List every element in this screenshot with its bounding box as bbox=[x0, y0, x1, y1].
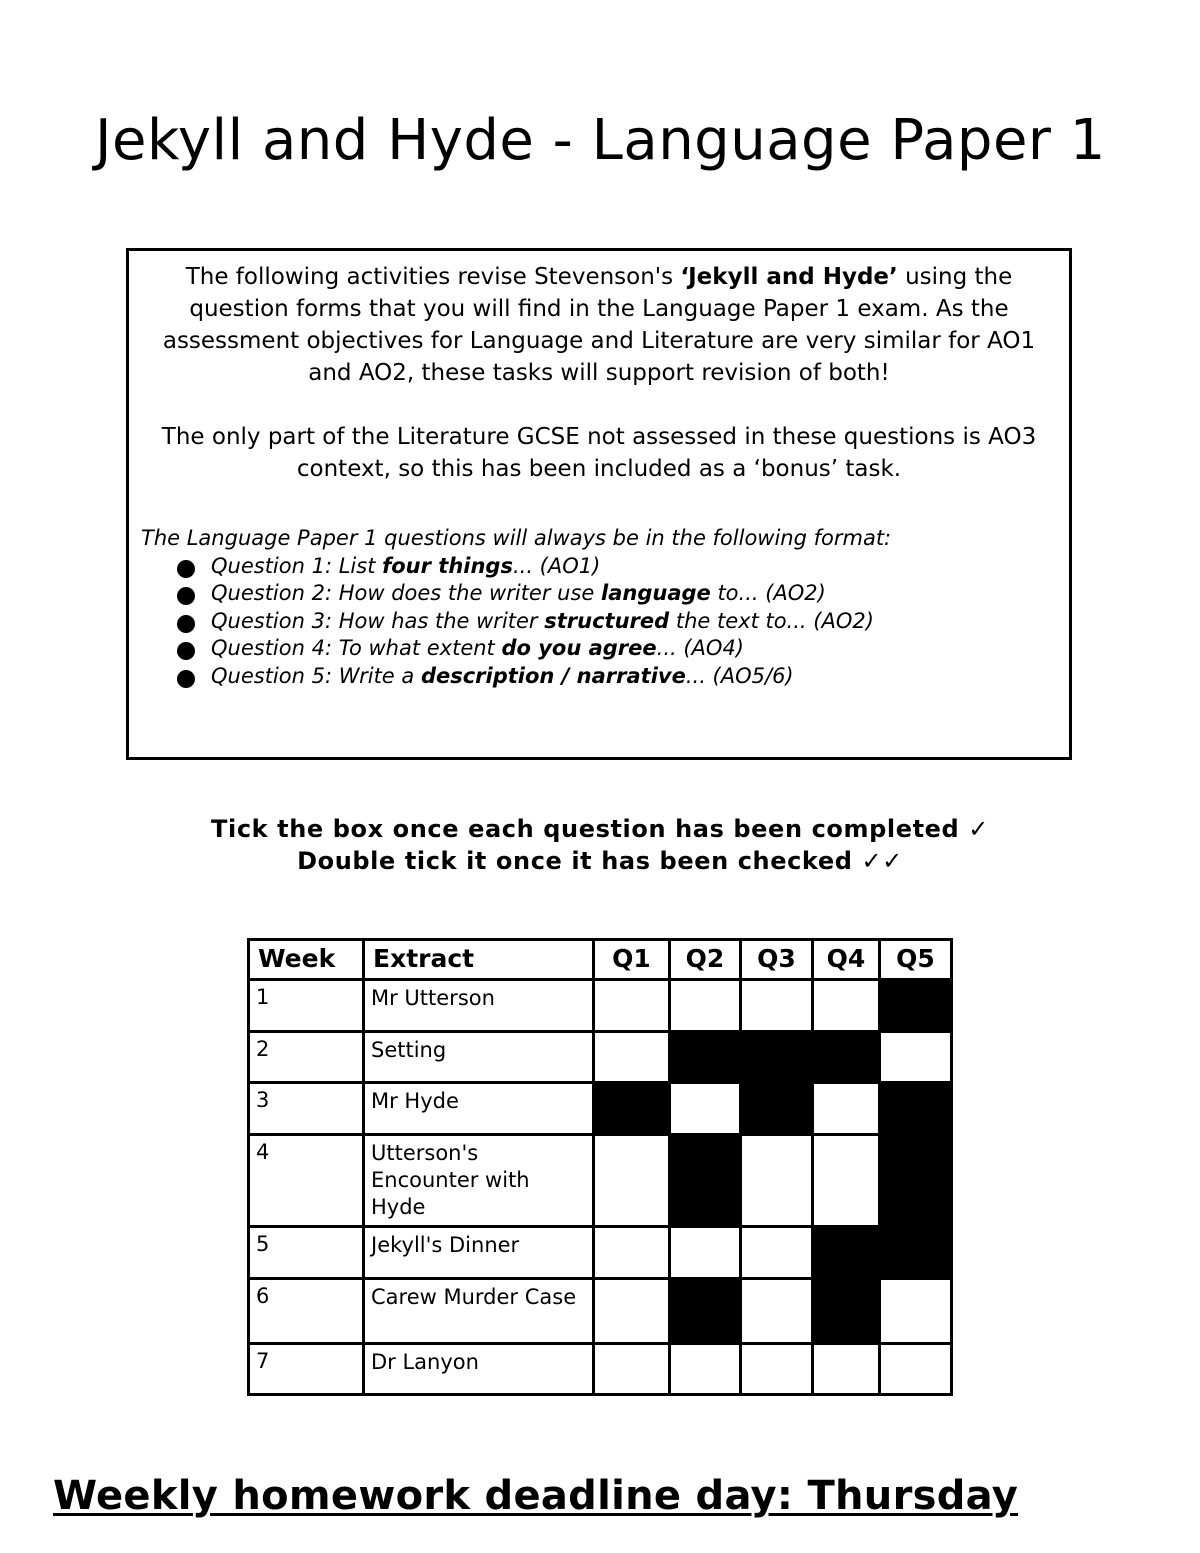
question-item bbox=[175, 580, 1057, 608]
intro-p1-end: using the question forms that you will find in the Language Paper 1 exam. As the assessment objectives for Language and Literature are very similar for AO1 and AO2, these tasks will support revision of both! bbox=[162, 264, 1036, 386]
question-keyword: four things bbox=[382, 553, 513, 578]
blocked-cell-q4 bbox=[813, 1279, 880, 1344]
intro-paragraph-1 bbox=[141, 261, 1057, 389]
question-format-section bbox=[141, 525, 1057, 690]
blocked-cell-q4 bbox=[813, 1032, 880, 1083]
week-number: 5 bbox=[249, 1227, 364, 1279]
tick-box-q3[interactable] bbox=[741, 1344, 813, 1395]
table-header-row bbox=[249, 940, 952, 980]
blocked-cell-q2 bbox=[670, 1032, 741, 1083]
table-row bbox=[249, 1344, 952, 1395]
week-number: 4 bbox=[249, 1135, 364, 1227]
tick-instructions bbox=[0, 813, 1200, 877]
extract-name: Carew Murder Case bbox=[364, 1279, 594, 1344]
table-row bbox=[249, 1032, 952, 1083]
header-q2: Q2 bbox=[670, 940, 741, 980]
tick-box-q4[interactable] bbox=[813, 1135, 880, 1227]
tick-box-q1[interactable] bbox=[594, 1279, 670, 1344]
blocked-cell-q3 bbox=[741, 1083, 813, 1135]
table-body bbox=[249, 980, 952, 1395]
question-suffix: ... (AO5/6) bbox=[685, 663, 794, 688]
question-item bbox=[175, 608, 1057, 636]
question-keyword: description / narrative bbox=[420, 663, 686, 688]
question-text: Question 3: How has the writer bbox=[211, 608, 545, 633]
tick-box-q5[interactable] bbox=[880, 1032, 952, 1083]
blocked-cell-q5 bbox=[880, 1083, 952, 1135]
homework-tracker-table bbox=[247, 938, 953, 1396]
blocked-cell-q2 bbox=[670, 1135, 741, 1227]
table-row bbox=[249, 1227, 952, 1279]
blocked-cell-q5 bbox=[880, 1135, 952, 1227]
tick-box-q2[interactable] bbox=[670, 1083, 741, 1135]
extract-name: Jekyll's Dinner bbox=[364, 1227, 594, 1279]
tick-box-q2[interactable] bbox=[670, 980, 741, 1032]
instruction-line-1: Tick the box once each question has been completed ✓ bbox=[211, 815, 989, 843]
question-keyword: structured bbox=[544, 608, 670, 633]
week-number: 7 bbox=[249, 1344, 364, 1395]
extract-name: Mr Hyde bbox=[364, 1083, 594, 1135]
extract-name: Setting bbox=[364, 1032, 594, 1083]
tick-box-q1[interactable] bbox=[594, 980, 670, 1032]
week-number: 3 bbox=[249, 1083, 364, 1135]
bullet-icon bbox=[177, 560, 195, 578]
page-title: Jekyll and Hyde - Language Paper 1 bbox=[95, 108, 1106, 173]
format-heading: The Language Paper 1 questions will always be in the following format: bbox=[141, 526, 892, 550]
tick-box-q2[interactable] bbox=[670, 1344, 741, 1395]
bullet-icon bbox=[177, 642, 195, 660]
week-number: 2 bbox=[249, 1032, 364, 1083]
header-q1: Q1 bbox=[594, 940, 670, 980]
tick-box-q4[interactable] bbox=[813, 1344, 880, 1395]
header-q5: Q5 bbox=[880, 940, 952, 980]
tick-box-q5[interactable] bbox=[880, 1279, 952, 1344]
tick-box-q2[interactable] bbox=[670, 1227, 741, 1279]
header-extract: Extract bbox=[364, 940, 594, 980]
question-suffix: the text to... (AO2) bbox=[669, 608, 874, 633]
deadline-banner: Weekly homework deadline day: Thursday bbox=[53, 1473, 1019, 1519]
question-suffix: ... (AO4) bbox=[656, 636, 744, 660]
tick-box-q4[interactable] bbox=[813, 980, 880, 1032]
blocked-cell-q5 bbox=[880, 980, 952, 1032]
tick-box-q1[interactable] bbox=[594, 1135, 670, 1227]
blocked-cell-q2 bbox=[670, 1279, 741, 1344]
intro-box bbox=[126, 248, 1072, 760]
question-keyword: do you agree bbox=[501, 636, 657, 660]
tick-box-q1[interactable] bbox=[594, 1227, 670, 1279]
bullet-icon bbox=[177, 615, 195, 633]
header-q3: Q3 bbox=[741, 940, 813, 980]
extract-name: Dr Lanyon bbox=[364, 1344, 594, 1395]
question-text: Question 5: Write a bbox=[211, 663, 421, 688]
week-number: 6 bbox=[249, 1279, 364, 1344]
instruction-line-2: Double tick it once it has been checked ✓✓ bbox=[297, 847, 903, 875]
blocked-cell-q3 bbox=[741, 1032, 813, 1083]
tick-box-q3[interactable] bbox=[741, 1135, 813, 1227]
bullet-icon bbox=[177, 587, 195, 605]
week-number: 1 bbox=[249, 980, 364, 1032]
tick-box-q3[interactable] bbox=[741, 980, 813, 1032]
table-row bbox=[249, 980, 952, 1032]
blocked-cell-q4 bbox=[813, 1227, 880, 1279]
question-list bbox=[141, 553, 1057, 691]
question-suffix: to... (AO2) bbox=[710, 581, 826, 605]
tick-box-q4[interactable] bbox=[813, 1083, 880, 1135]
bullet-icon bbox=[177, 670, 195, 688]
question-suffix: ... (AO1) bbox=[512, 553, 601, 578]
question-keyword: language bbox=[601, 581, 711, 605]
tick-box-q3[interactable] bbox=[741, 1227, 813, 1279]
header-week: Week bbox=[249, 940, 364, 980]
intro-p1-start: The following activities revise Stevenson's bbox=[185, 264, 681, 290]
tick-box-q1[interactable] bbox=[594, 1344, 670, 1395]
blocked-cell-q5 bbox=[880, 1227, 952, 1279]
tick-box-q1[interactable] bbox=[594, 1032, 670, 1083]
question-text: Question 4: To what extent bbox=[211, 636, 502, 660]
question-text: Question 1: List bbox=[211, 553, 383, 578]
extract-name: Utterson's Encounter with Hyde bbox=[364, 1135, 594, 1227]
question-item bbox=[175, 553, 1057, 581]
table-row bbox=[249, 1083, 952, 1135]
header-q4: Q4 bbox=[813, 940, 880, 980]
question-item bbox=[175, 635, 1057, 663]
blocked-cell-q1 bbox=[594, 1083, 670, 1135]
table-row bbox=[249, 1135, 952, 1227]
tick-box-q5[interactable] bbox=[880, 1344, 952, 1395]
table-row bbox=[249, 1279, 952, 1344]
question-text: Question 2: How does the writer use bbox=[211, 581, 602, 605]
extract-name: Mr Utterson bbox=[364, 980, 594, 1032]
intro-paragraph-2: The only part of the Literature GCSE not assessed in these questions is AO3 context, so this has been included as a ‘bonus’ task. bbox=[161, 424, 1037, 482]
tick-box-q3[interactable] bbox=[741, 1279, 813, 1344]
intro-p1-book-title: ‘Jekyll and Hyde’ bbox=[680, 264, 898, 290]
question-item bbox=[175, 663, 1057, 691]
